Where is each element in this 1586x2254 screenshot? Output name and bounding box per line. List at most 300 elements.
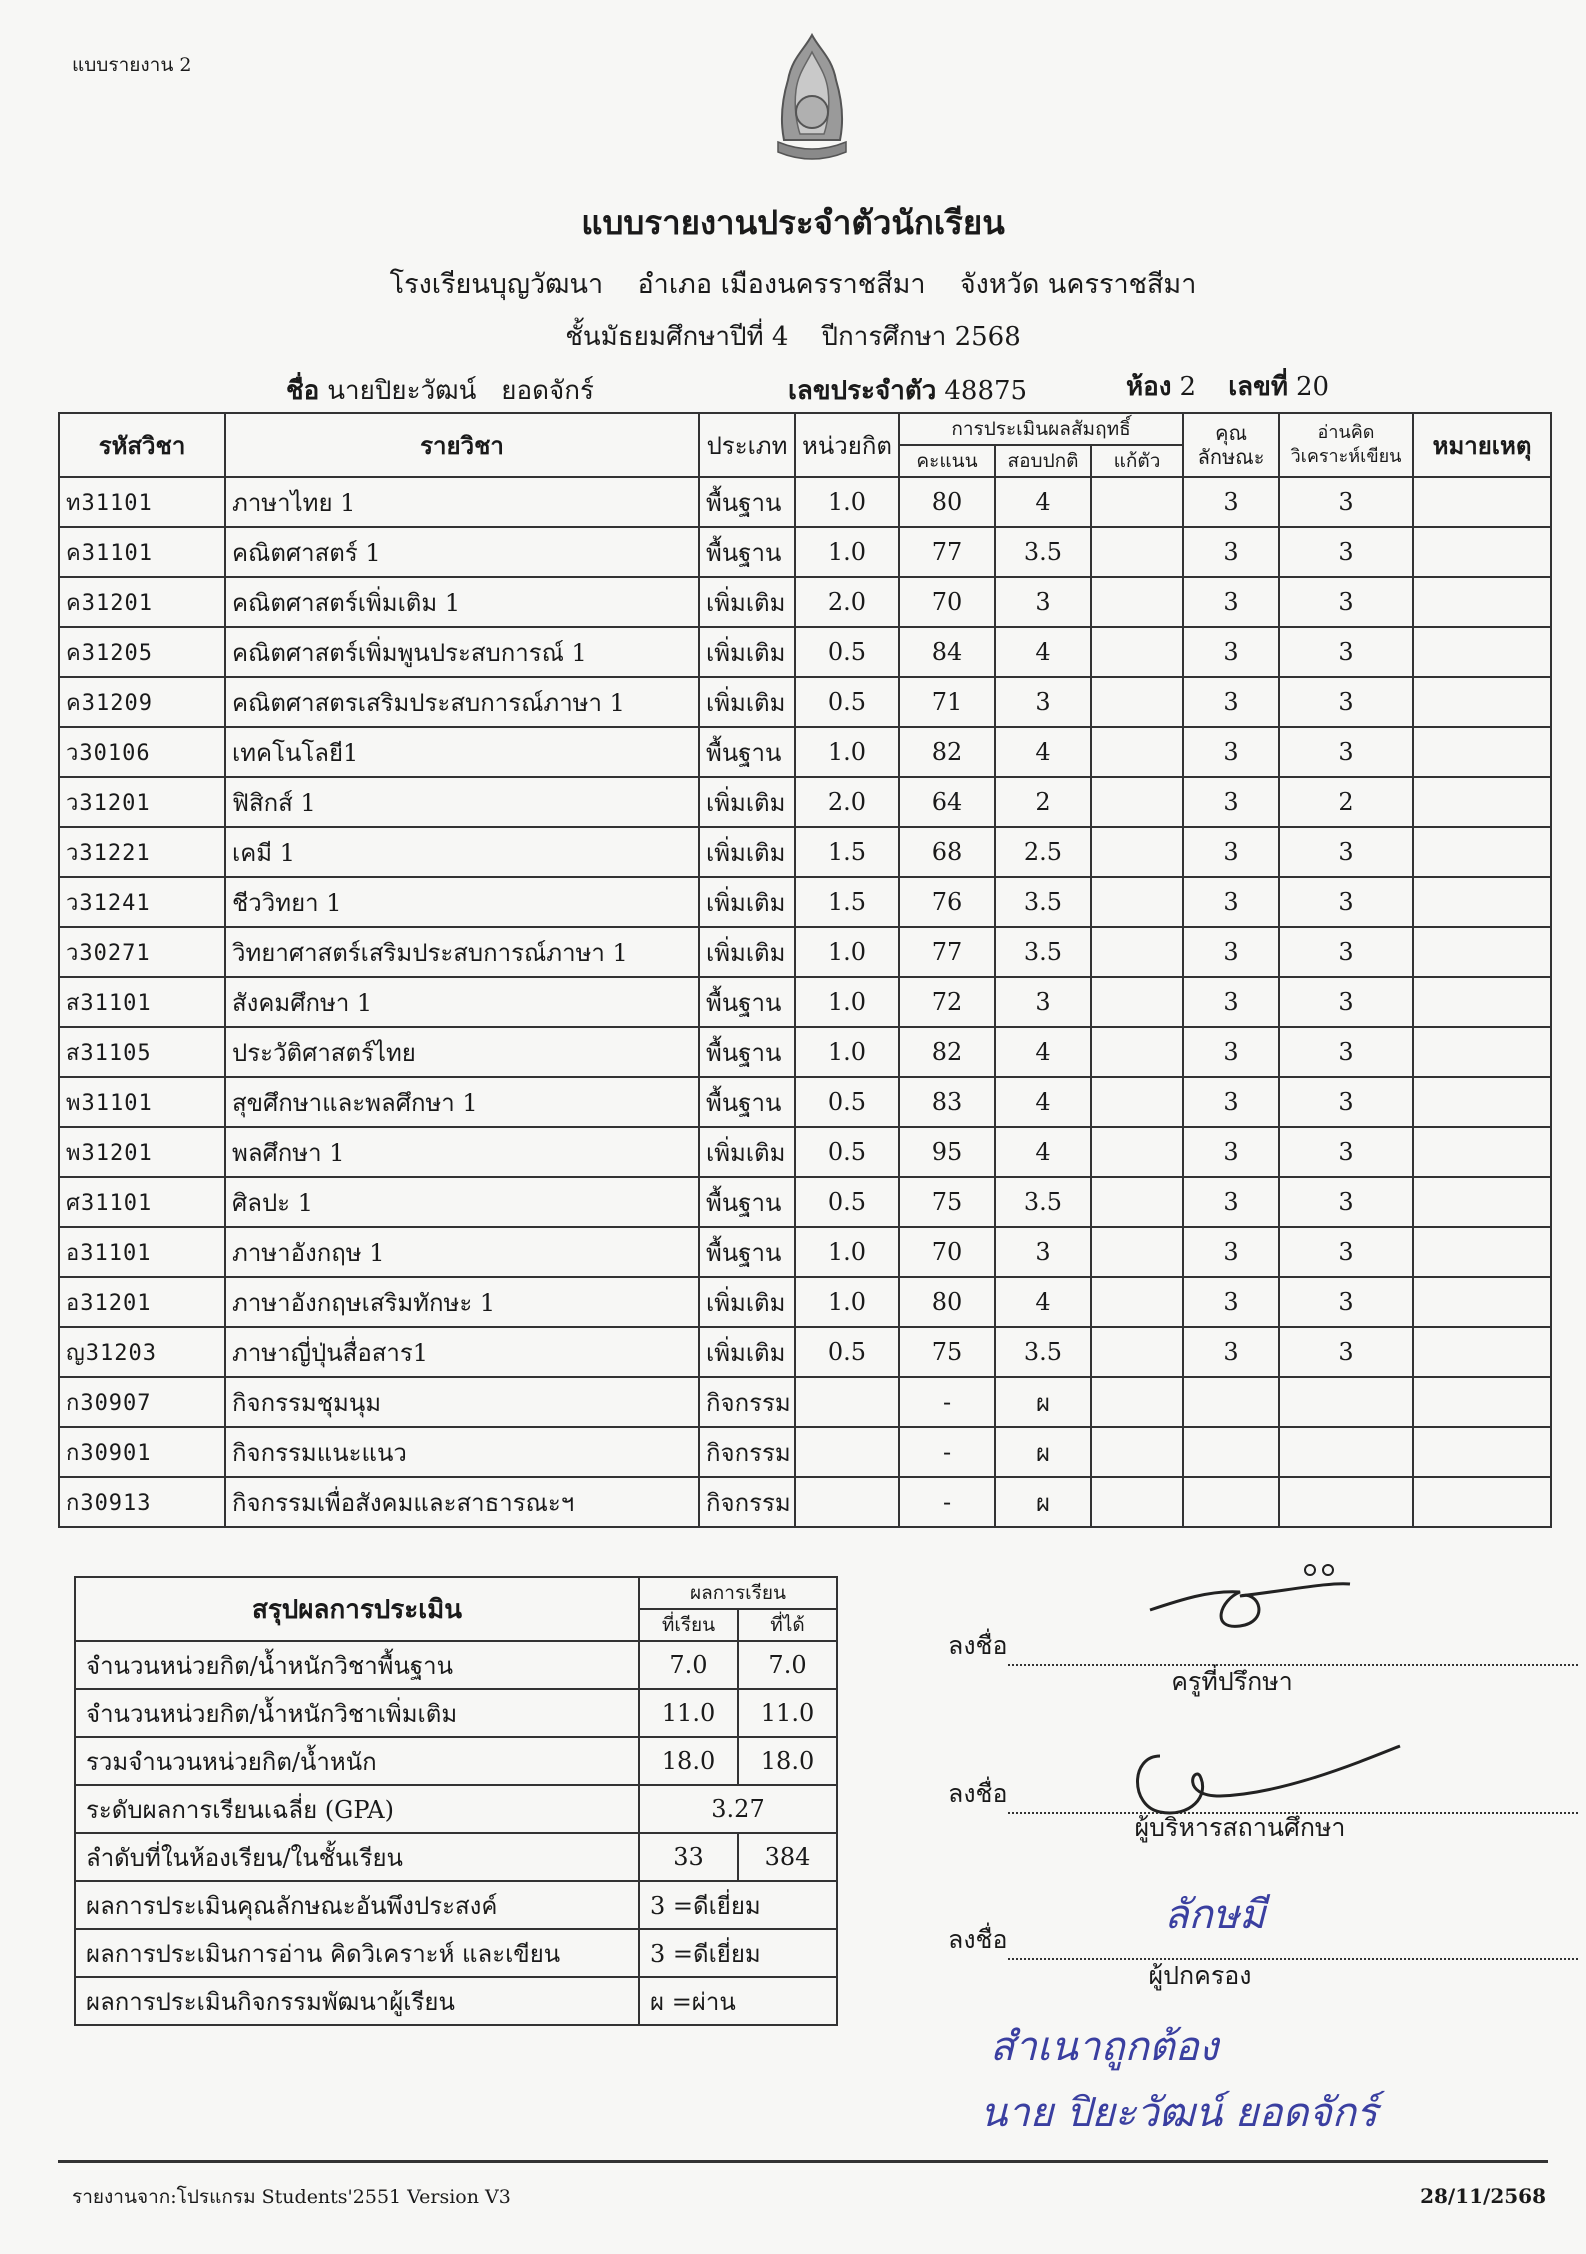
cell-score: 80: [899, 1277, 995, 1327]
cell-subject: กิจกรรมชุมนุม: [225, 1377, 699, 1427]
table-row: [59, 927, 1551, 977]
cell-retake: [1091, 1427, 1183, 1477]
cell-reading: 3: [1279, 827, 1413, 877]
cell-remark: [1413, 1127, 1551, 1177]
cell-reading: 3: [1279, 877, 1413, 927]
header-type: ประเภท: [699, 413, 795, 477]
school-line: โรงเรียนบุญวัฒนา อำเภอ เมืองนครราชสีมา จังหวัด นครราชสีมา: [389, 269, 1197, 300]
cell-type: กิจกรรม: [699, 1427, 795, 1477]
table-row: [59, 1327, 1551, 1377]
certified-copy-note: สำเนาถูกต้อง: [990, 2024, 1219, 2070]
cell-reading: 3: [1279, 727, 1413, 777]
cell-code: ก30901: [59, 1427, 225, 1477]
header-credits: หน่วยกิต: [795, 413, 899, 477]
summary-earned: 7.0: [738, 1641, 837, 1689]
cell-score: 77: [899, 927, 995, 977]
cell-retake: [1091, 977, 1183, 1027]
student-number-value: 20: [1296, 372, 1330, 402]
summary-label: จำนวนหน่วยกิต/น้ำหนักวิชาเพิ่มเติม: [75, 1689, 639, 1737]
cell-subject: เทคโนโลยี1: [225, 727, 699, 777]
guardian-handwritten-name: ลักษมี: [1164, 1892, 1266, 1938]
cell-type: พื้นฐาน: [699, 1077, 795, 1127]
rank-room: 33: [639, 1833, 738, 1881]
cell-retake: [1091, 727, 1183, 777]
summary-label: รวมจำนวนหน่วยกิต/น้ำหนัก: [75, 1737, 639, 1785]
cell-grade: 4: [995, 477, 1091, 527]
cell-subject: ฟิสิกส์ 1: [225, 777, 699, 827]
summary-result-header: ผลการเรียน: [639, 1577, 837, 1609]
cell-grade: 3.5: [995, 1177, 1091, 1227]
cell-credits: 1.0: [795, 727, 899, 777]
student-id-value: 48875: [944, 376, 1028, 406]
cell-type: พื้นฐาน: [699, 1177, 795, 1227]
cell-type: เพิ่มเติม: [699, 777, 795, 827]
cell-credits: 0.5: [795, 1127, 899, 1177]
header-assessment: การประเมินผลสัมฤทธิ์: [899, 413, 1183, 445]
cell-credits: [795, 1377, 899, 1427]
cell-score: 75: [899, 1177, 995, 1227]
cell-subject: คณิตศาสตร์เพิ่มเติม 1: [225, 577, 699, 627]
student-number-label: เลขที่: [1228, 372, 1288, 402]
summary-row: [75, 1689, 837, 1737]
cell-code: ว30271: [59, 927, 225, 977]
cell-reading: [1279, 1427, 1413, 1477]
cell-grade: 2.5: [995, 827, 1091, 877]
header-score: คะแนน: [899, 445, 995, 477]
cell-code: ว31241: [59, 877, 225, 927]
cell-subject: คณิตศาสตร์เพิ่มพูนประสบการณ์ 1: [225, 627, 699, 677]
cell-score: 82: [899, 727, 995, 777]
cell-reading: 3: [1279, 927, 1413, 977]
cell-retake: [1091, 1477, 1183, 1527]
cell-reading: 3: [1279, 1327, 1413, 1377]
header-remark: หมายเหตุ: [1413, 413, 1551, 477]
cell-subject: เคมี 1: [225, 827, 699, 877]
cell-grade: 3.5: [995, 877, 1091, 927]
cell-grade: 4: [995, 1077, 1091, 1127]
cell-subject: ภาษาญี่ปุ่นสื่อสาร1: [225, 1327, 699, 1377]
cell-character: 3: [1183, 727, 1279, 777]
table-row: [59, 1377, 1551, 1427]
cell-reading: [1279, 1377, 1413, 1427]
footer-source: รายงานจาก:โปรแกรม Students'2551 Version V3: [72, 2186, 511, 2208]
cell-score: 83: [899, 1077, 995, 1127]
cell-retake: [1091, 1077, 1183, 1127]
table-row: [59, 677, 1551, 727]
cell-reading: 3: [1279, 1077, 1413, 1127]
director-role: ผู้บริหารสถานศึกษา: [1134, 1813, 1346, 1842]
cell-code: ส31101: [59, 977, 225, 1027]
cell-score: -: [899, 1427, 995, 1477]
cell-remark: [1413, 1477, 1551, 1527]
cell-type: พื้นฐาน: [699, 727, 795, 777]
cell-reading: 3: [1279, 1227, 1413, 1277]
student-name-label: ชื่อ: [286, 376, 320, 406]
activity-label: ผลการประเมินกิจกรรมพัฒนาผู้เรียน: [75, 1977, 639, 2025]
cell-subject: สังคมศึกษา 1: [225, 977, 699, 1027]
gpa-label: ระดับผลการเรียนเฉลี่ย (GPA): [75, 1785, 639, 1833]
cell-remark: [1413, 1227, 1551, 1277]
cell-retake: [1091, 1377, 1183, 1427]
cell-grade: 4: [995, 1027, 1091, 1077]
cell-reading: 3: [1279, 1027, 1413, 1077]
reading-label: ผลการประเมินการอ่าน คิดวิเคราะห์ และเขียน: [75, 1929, 639, 1977]
cell-code: ค31205: [59, 627, 225, 677]
cell-type: เพิ่มเติม: [699, 927, 795, 977]
cell-credits: 1.0: [795, 1277, 899, 1327]
student-room-value: 2: [1179, 372, 1196, 402]
cell-type: กิจกรรม: [699, 1477, 795, 1527]
cell-reading: 3: [1279, 1277, 1413, 1327]
grade-line: ชั้นมัธยมศึกษาปีที่ 4 ปีการศึกษา 2568: [565, 322, 1021, 352]
cell-credits: 1.0: [795, 927, 899, 977]
cell-retake: [1091, 927, 1183, 977]
cell-credits: 0.5: [795, 1327, 899, 1377]
cell-remark: [1413, 977, 1551, 1027]
cell-credits: 0.5: [795, 1177, 899, 1227]
cell-character: 3: [1183, 1327, 1279, 1377]
character-label: ผลการประเมินคุณลักษณะอันพึงประสงค์: [75, 1881, 639, 1929]
table-row: [59, 627, 1551, 677]
advisor-role: ครูที่ปรึกษา: [1171, 1667, 1293, 1696]
cell-code: อ31101: [59, 1227, 225, 1277]
summary-earned: 11.0: [738, 1689, 837, 1737]
cell-code: พ31101: [59, 1077, 225, 1127]
cell-character: [1183, 1477, 1279, 1527]
cell-credits: 1.5: [795, 877, 899, 927]
cell-credits: 1.0: [795, 1227, 899, 1277]
table-row: [59, 1427, 1551, 1477]
cell-grade: ผ: [995, 1477, 1091, 1527]
cell-reading: 3: [1279, 1127, 1413, 1177]
cell-type: พื้นฐาน: [699, 977, 795, 1027]
cell-retake: [1091, 527, 1183, 577]
cell-character: 3: [1183, 527, 1279, 577]
cell-score: 84: [899, 627, 995, 677]
summary-earned: 18.0: [738, 1737, 837, 1785]
cell-retake: [1091, 1127, 1183, 1177]
cell-subject: ภาษาไทย 1: [225, 477, 699, 527]
cell-subject: ภาษาอังกฤษเสริมทักษะ 1: [225, 1277, 699, 1327]
table-row: [59, 577, 1551, 627]
cell-reading: 3: [1279, 677, 1413, 727]
table-row: [59, 477, 1551, 527]
cell-credits: 0.5: [795, 677, 899, 727]
cell-retake: [1091, 827, 1183, 877]
cell-code: ก30913: [59, 1477, 225, 1527]
cell-code: ว31221: [59, 827, 225, 877]
cell-type: เพิ่มเติม: [699, 877, 795, 927]
cell-subject: สุขศึกษาและพลศึกษา 1: [225, 1077, 699, 1127]
cell-character: 3: [1183, 1077, 1279, 1127]
cell-subject: ชีววิทยา 1: [225, 877, 699, 927]
cell-type: พื้นฐาน: [699, 527, 795, 577]
cell-remark: [1413, 527, 1551, 577]
header-character-line2: ลักษณะ: [1197, 445, 1265, 469]
cell-character: 3: [1183, 827, 1279, 877]
cell-remark: [1413, 677, 1551, 727]
cell-remark: [1413, 827, 1551, 877]
cell-character: 3: [1183, 977, 1279, 1027]
cell-remark: [1413, 1277, 1551, 1327]
cell-type: พื้นฐาน: [699, 477, 795, 527]
cell-credits: 1.0: [795, 1027, 899, 1077]
cell-score: 64: [899, 777, 995, 827]
cell-score: -: [899, 1377, 995, 1427]
cell-remark: [1413, 727, 1551, 777]
cell-code: ค31101: [59, 527, 225, 577]
cell-reading: 3: [1279, 627, 1413, 677]
gpa-value: 3.27: [639, 1785, 837, 1833]
cell-grade: 4: [995, 1127, 1091, 1177]
cell-credits: 2.0: [795, 577, 899, 627]
cell-code: ศ31101: [59, 1177, 225, 1227]
summary-studied-header: ที่เรียน: [639, 1609, 738, 1641]
cell-retake: [1091, 677, 1183, 727]
cell-reading: [1279, 1477, 1413, 1527]
activity-result: ผ =ผ่าน: [639, 1977, 837, 2025]
student-id-label: เลขประจำตัว: [788, 376, 937, 406]
summary-studied: 18.0: [639, 1737, 738, 1785]
cell-score: -: [899, 1477, 995, 1527]
cell-score: 76: [899, 877, 995, 927]
summary-label: จำนวนหน่วยกิต/น้ำหนักวิชาพื้นฐาน: [75, 1641, 639, 1689]
cell-remark: [1413, 1077, 1551, 1127]
school-crest-icon: [762, 30, 862, 170]
cell-retake: [1091, 577, 1183, 627]
summary-earned-header: ที่ได้: [738, 1609, 837, 1641]
cell-credits: 1.0: [795, 477, 899, 527]
cell-score: 75: [899, 1327, 995, 1377]
summary-title: สรุปผลการประเมิน: [75, 1577, 639, 1641]
student-id: [788, 370, 1027, 411]
cell-type: เพิ่มเติม: [699, 627, 795, 677]
header-grade: สอบปกติ: [995, 445, 1091, 477]
table-row: [59, 1077, 1551, 1127]
cell-credits: 1.5: [795, 827, 899, 877]
cell-retake: [1091, 1227, 1183, 1277]
cell-retake: [1091, 627, 1183, 677]
cell-reading: 3: [1279, 977, 1413, 1027]
cell-code: ว30106: [59, 727, 225, 777]
footer-divider: [58, 2160, 1548, 2163]
cell-remark: [1413, 477, 1551, 527]
cell-remark: [1413, 777, 1551, 827]
cell-character: 3: [1183, 777, 1279, 827]
report-title: แบบรายงานประจำตัวนักเรียน: [581, 203, 1005, 242]
cell-retake: [1091, 877, 1183, 927]
cell-retake: [1091, 477, 1183, 527]
cell-character: 3: [1183, 1177, 1279, 1227]
header-subject: รายวิชา: [225, 413, 699, 477]
cell-subject: คณิตศาสตร์ 1: [225, 527, 699, 577]
student-name: [286, 370, 594, 411]
cell-type: เพิ่มเติม: [699, 577, 795, 627]
cell-subject: กิจกรรมเพื่อสังคมและสาธารณะฯ: [225, 1477, 699, 1527]
table-row: [59, 827, 1551, 877]
sign-label: ลงชื่อ: [948, 1779, 1008, 1808]
cell-character: 3: [1183, 1127, 1279, 1177]
cell-score: 71: [899, 677, 995, 727]
cell-grade: 3.5: [995, 1327, 1091, 1377]
cell-credits: 0.5: [795, 1077, 899, 1127]
grades-table: [58, 412, 1552, 1528]
cell-grade: 3: [995, 577, 1091, 627]
table-row: [59, 777, 1551, 827]
cell-grade: 4: [995, 1277, 1091, 1327]
table-row: [59, 1277, 1551, 1327]
cell-subject: คณิตศาสตรเสริมประสบการณ์ภาษา 1: [225, 677, 699, 727]
cell-code: ค31201: [59, 577, 225, 627]
cell-retake: [1091, 1277, 1183, 1327]
cell-remark: [1413, 1177, 1551, 1227]
cell-character: 3: [1183, 877, 1279, 927]
cell-score: 70: [899, 1227, 995, 1277]
cell-subject: พลศึกษา 1: [225, 1127, 699, 1177]
table-row: [59, 727, 1551, 777]
cell-type: พื้นฐาน: [699, 1227, 795, 1277]
form-code: แบบรายงาน 2: [72, 54, 192, 76]
header-code: รหัสวิชา: [59, 413, 225, 477]
cell-code: ส31105: [59, 1027, 225, 1077]
cell-code: ญ31203: [59, 1327, 225, 1377]
cell-credits: [795, 1477, 899, 1527]
cell-retake: [1091, 1177, 1183, 1227]
cell-character: 3: [1183, 627, 1279, 677]
cell-remark: [1413, 1377, 1551, 1427]
cell-credits: 0.5: [795, 627, 899, 677]
cell-credits: 1.0: [795, 977, 899, 1027]
cell-grade: 2: [995, 777, 1091, 827]
reading-result: 3 =ดีเยี่ยม: [639, 1929, 837, 1977]
cell-type: เพิ่มเติม: [699, 1277, 795, 1327]
cell-credits: 2.0: [795, 777, 899, 827]
student-handwritten-name: นาย ปิยะวัฒน์ ยอดจักร์: [980, 2090, 1378, 2136]
cell-type: เพิ่มเติม: [699, 1127, 795, 1177]
cell-reading: 3: [1279, 1177, 1413, 1227]
cell-reading: 3: [1279, 527, 1413, 577]
cell-character: 3: [1183, 477, 1279, 527]
student-name-value: นายปิยะวัฒน์ ยอดจักร์: [327, 376, 594, 406]
summary-studied: 7.0: [639, 1641, 738, 1689]
table-row: [59, 1027, 1551, 1077]
table-row: [59, 1477, 1551, 1527]
cell-reading: 3: [1279, 477, 1413, 527]
cell-remark: [1413, 877, 1551, 927]
cell-credits: [795, 1427, 899, 1477]
cell-grade: 4: [995, 727, 1091, 777]
cell-character: 3: [1183, 1027, 1279, 1077]
table-row: [59, 1227, 1551, 1277]
cell-grade: ผ: [995, 1377, 1091, 1427]
guardian-role: ผู้ปกครอง: [1148, 1961, 1252, 1990]
cell-type: เพิ่มเติม: [699, 677, 795, 727]
grade-rows: [59, 477, 1551, 1527]
cell-subject: ศิลปะ 1: [225, 1177, 699, 1227]
cell-grade: 4: [995, 627, 1091, 677]
cell-grade: 3.5: [995, 527, 1091, 577]
cell-score: 68: [899, 827, 995, 877]
student-room-label: ห้อง: [1126, 372, 1172, 402]
cell-code: ท31101: [59, 477, 225, 527]
cell-code: ว31201: [59, 777, 225, 827]
cell-score: 72: [899, 977, 995, 1027]
cell-score: 70: [899, 577, 995, 627]
cell-subject: ภาษาอังกฤษ 1: [225, 1227, 699, 1277]
cell-type: พื้นฐาน: [699, 1027, 795, 1077]
cell-type: เพิ่มเติม: [699, 827, 795, 877]
table-row: [59, 1177, 1551, 1227]
cell-retake: [1091, 1027, 1183, 1077]
cell-score: 82: [899, 1027, 995, 1077]
header-character: [1183, 413, 1279, 477]
summary-studied: 11.0: [639, 1689, 738, 1737]
cell-code: อ31201: [59, 1277, 225, 1327]
sign-label: ลงชื่อ: [948, 1925, 1008, 1954]
header-retake: แก้ตัว: [1091, 445, 1183, 477]
cell-grade: 3.5: [995, 927, 1091, 977]
cell-score: 95: [899, 1127, 995, 1177]
cell-grade: ผ: [995, 1427, 1091, 1477]
cell-remark: [1413, 627, 1551, 677]
summary-row: [75, 1737, 837, 1785]
sign-label: ลงชื่อ: [948, 1631, 1008, 1660]
rank-grade: 384: [738, 1833, 837, 1881]
cell-grade: 3: [995, 977, 1091, 1027]
cell-character: 3: [1183, 677, 1279, 727]
cell-character: 3: [1183, 1227, 1279, 1277]
footer-date: 28/11/2568: [1420, 2184, 1546, 2208]
advisor-signature-icon: [1140, 1560, 1360, 1640]
cell-code: ก30907: [59, 1377, 225, 1427]
cell-score: 80: [899, 477, 995, 527]
header-character-line1: คุณ: [1215, 421, 1247, 445]
cell-character: [1183, 1377, 1279, 1427]
cell-reading: 3: [1279, 577, 1413, 627]
student-room: [1126, 366, 1329, 407]
cell-retake: [1091, 1327, 1183, 1377]
cell-character: [1183, 1427, 1279, 1477]
table-row: [59, 977, 1551, 1027]
cell-reading: 2: [1279, 777, 1413, 827]
cell-grade: 3: [995, 1227, 1091, 1277]
cell-subject: กิจกรรมแนะแนว: [225, 1427, 699, 1477]
header-reading: [1279, 413, 1413, 477]
cell-remark: [1413, 1327, 1551, 1377]
rank-label: ลำดับที่ในห้องเรียน/ในชั้นเรียน: [75, 1833, 639, 1881]
cell-subject: วิทยาศาสตร์เสริมประสบการณ์ภาษา 1: [225, 927, 699, 977]
cell-retake: [1091, 777, 1183, 827]
summary-table: [74, 1576, 838, 2026]
table-row: [59, 1127, 1551, 1177]
cell-credits: 1.0: [795, 527, 899, 577]
header-reading-line2: วิเคราะห์เขียน: [1290, 446, 1402, 467]
cell-remark: [1413, 577, 1551, 627]
cell-remark: [1413, 1427, 1551, 1477]
table-row: [59, 877, 1551, 927]
cell-character: 3: [1183, 1277, 1279, 1327]
character-result: 3 =ดีเยี่ยม: [639, 1881, 837, 1929]
cell-grade: 3: [995, 677, 1091, 727]
cell-type: กิจกรรม: [699, 1377, 795, 1427]
cell-score: 77: [899, 527, 995, 577]
cell-code: ค31209: [59, 677, 225, 727]
header-reading-line1: อ่านคิด: [1317, 422, 1375, 443]
cell-type: เพิ่มเติม: [699, 1327, 795, 1377]
cell-code: พ31201: [59, 1127, 225, 1177]
cell-subject: ประวัติศาสตร์ไทย: [225, 1027, 699, 1077]
cell-character: 3: [1183, 927, 1279, 977]
